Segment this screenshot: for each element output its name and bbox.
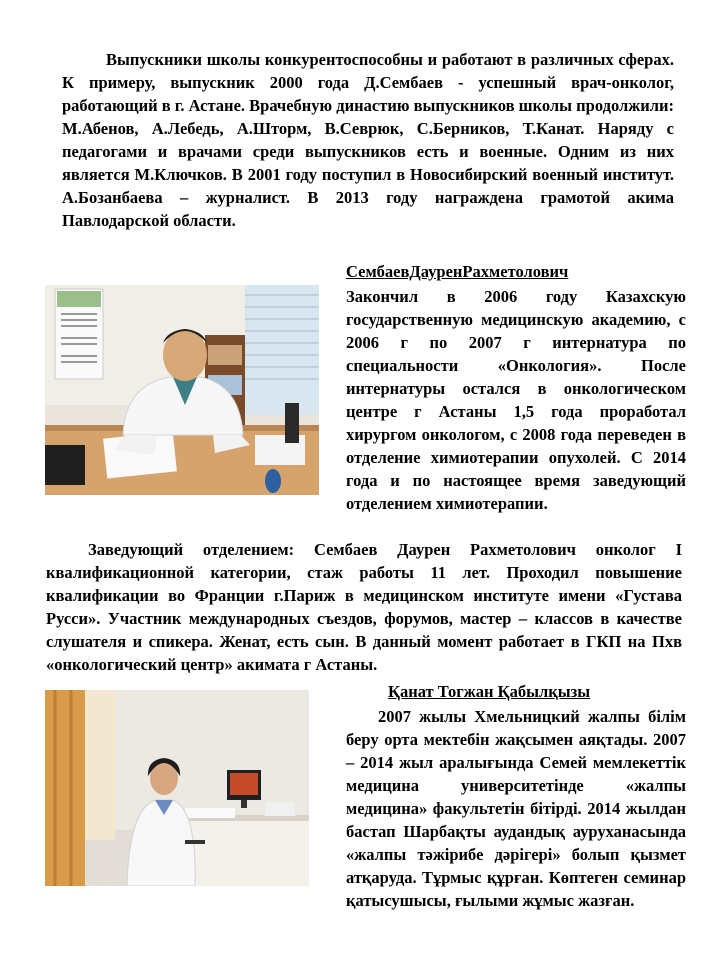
person2-name: Қанат Тогжан Қабылқызы <box>388 682 591 701</box>
person1-details: Заведующий отделением: Сембаев Даурен Рахметолович онколог I квалификационной категории, стаж работы 11 лет. Проходил повышение квалификации во Франции г.Париж в медицинском институте имени «Густава Русси». Участник международных съездов, форумов, мастер – классов в качестве слушателя и спикера. Женат, есть сын. В данный момент работает в ГКП на Пхв «онкологический центр» акимата г Астаны. <box>46 540 682 674</box>
intro-paragraph: Выпускники школы конкурентоспособны и работают в различных сферах. К примеру, выпускник 2000 года Д.Сембаев - успешный врач-онколог, работающий в г. Астане. Врачебную династию выпускников школы продолжили: М.Абенов, А.Лебедь, А.Шторм, В.Севрюк, С.Берников, Т.Канат. Наряду с педагогами и врачами среди выпускников есть и военные. Одним из них является М.Ключков. В 2001 году поступил в Новосибирский военный институт. А.Бозанбаева – журналист. В 2013 году награждена грамотой акима Павлодарской области. <box>62 50 674 230</box>
person1-name: СембаевДауренРахметолович <box>346 262 569 281</box>
person2-bio: 2007 жылы Хмельницкий жалпы білім беру орта мектебін жақсымен аяқтады. 2007 – 2014 жыл аралығында Семей мемлекеттік медицина университетінде «жалпы медицина» факультетін бітірді. 2014 жылдан бастап Шарбақты аудандық ауруханасында «жалпы тәжірибе дәрігері» болып қызмет атқаруда. Тұрмыс құрған. Көптеген семинар қатысушысы, ғылыми жұмыс жазған. <box>346 707 686 910</box>
person1-bio: Закончил в 2006 году Казахскую государственную медицинскую академию, с 2006 г по 2007 г интернатура по специальности «Онкология». После интернатуры остался в онкологическом центре г Астаны 1,5 года проработал хирургом онкологом, с 2008 года переведен в отделение химиотерапии опухолей. С 2014 года и по настоящее время заведующий отделением химиотерапии. <box>346 287 686 513</box>
doctor-desk-photo <box>45 690 309 886</box>
doctor-office-photo <box>45 285 319 495</box>
